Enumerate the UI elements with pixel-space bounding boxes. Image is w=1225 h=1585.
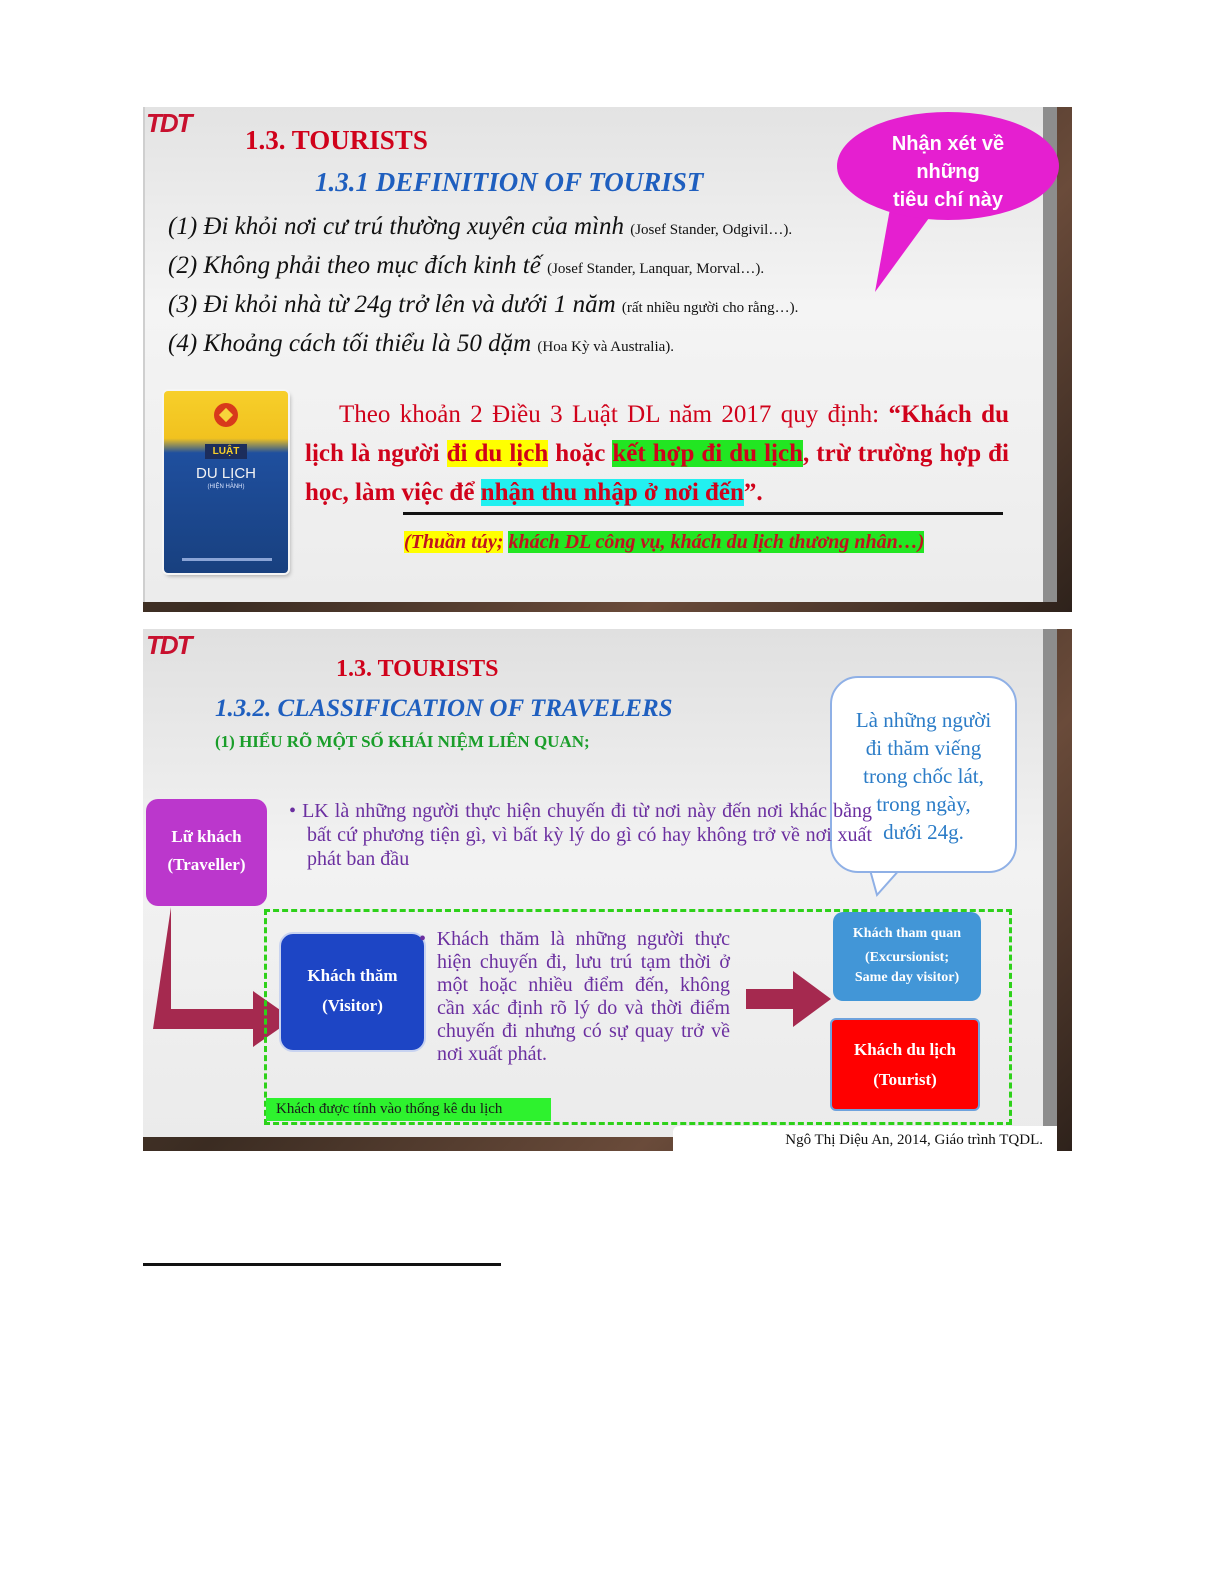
divider bbox=[403, 512, 1003, 515]
footnote-separator bbox=[143, 1263, 501, 1266]
statistics-label: Khách được tính vào thống kê du lịch bbox=[266, 1098, 551, 1121]
visitor-definition: • Khách thăm là những người thực hiện chuyến đi, lưu trú tạm thời ở một hoặc nhiều điểm đến, không cần xác định rõ lý do và thời điểm chuyến đi nhưng có sự quay trở về nơi xuất phát. bbox=[419, 928, 730, 1065]
tourist-box: Khách du lịch (Tourist) bbox=[830, 1018, 980, 1111]
criterion-1: (1) Đi khỏi nơi cư trú thường xuyên của mình (Josef Stander, Odgivil…). bbox=[168, 213, 793, 240]
slide-classification-of-travelers bbox=[143, 629, 1072, 1151]
citation: Ngô Thị Diệu An, 2014, Giáo trình TQDL. bbox=[673, 1126, 1057, 1151]
visitor-box: Khách thăm (Visitor) bbox=[279, 932, 426, 1052]
slide-definition-of-tourist bbox=[143, 107, 1072, 612]
slide-subheading: (1) HIỂU RÕ MỘT SỐ KHÁI NIỆM LIÊN QUAN; bbox=[215, 732, 590, 751]
criterion-4: (4) Khoảng cách tối thiểu là 50 dặm (Hoa Kỳ và Australia). bbox=[168, 330, 675, 357]
slide-subtitle: 1.3.1 DEFINITION OF TOURIST bbox=[315, 167, 704, 197]
excursionist-callout: Là những người đi thăm viếng trong chốc lát, trong ngày, dưới 24g. bbox=[830, 676, 1017, 873]
criterion-2: (2) Không phải theo mục đích kinh tế (Josef Stander, Lanquar, Morval…). bbox=[168, 252, 765, 279]
law-note: (Thuần túy; khách DL công vụ, khách du lịch thương nhân…) bbox=[404, 531, 925, 553]
slide-subtitle: 1.3.2. CLASSIFICATION OF TRAVELERS bbox=[215, 695, 673, 722]
law-book-cover: LUẬT DU LỊCH (HIỆN HÀNH) bbox=[164, 391, 288, 573]
slide-title: 1.3. TOURISTS bbox=[336, 656, 499, 682]
slide-title: 1.3. TOURISTS bbox=[245, 125, 428, 155]
traveller-box: Lữ khách (Traveller) bbox=[146, 799, 267, 906]
criterion-3: (3) Đi khỏi nhà từ 24g trở lên và dưới 1 năm (rất nhiều người cho rằng…). bbox=[168, 291, 799, 318]
excursionist-box: Khách tham quan (Excursionist; Same day visitor) bbox=[833, 912, 981, 1001]
tdt-logo bbox=[146, 110, 202, 140]
traveller-definition: • LK là những người thực hiện chuyến đi từ nơi này đến nơi khác bằng bất cứ phương tiện gì, vì bất kỳ lý do gì có hay không trở về nơi xuất phát ban đầu bbox=[289, 800, 872, 870]
comment-bubble: Nhận xét về những tiêu chí này bbox=[837, 112, 1059, 220]
logo-text: TDT bbox=[146, 108, 191, 138]
law-definition: Theo khoản 2 Điều 3 Luật DL năm 2017 quy định: “Khách du lịch là người đi du lịch hoặc kết hợp đi du lịch, trừ trường hợp đi học, làm việc để nhận thu nhập ở nơi đến”. bbox=[305, 401, 1009, 506]
logo-text: TDT bbox=[146, 630, 191, 660]
